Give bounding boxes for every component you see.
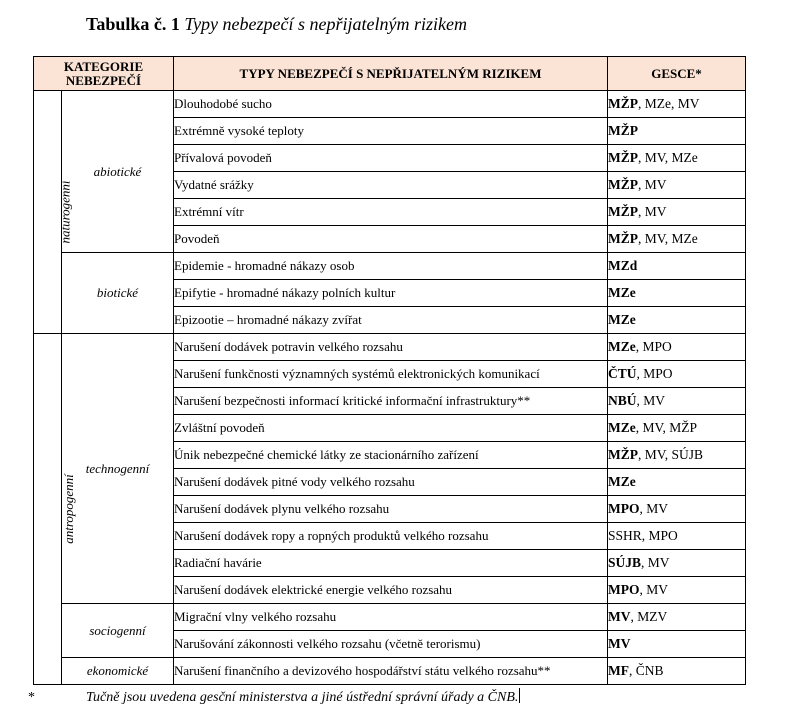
gesce-lead-authority: MV (608, 636, 631, 651)
gesce-cell (608, 442, 746, 469)
gesce-lead-authority: ČTÚ (608, 366, 637, 381)
header-types: TYPY NEBEZPEČÍ S NEPŘIJATELNÝM RIZIKEM (174, 57, 608, 91)
subcategory-cell: sociogenní (62, 604, 174, 658)
gesce-lead-authority: MV (608, 609, 631, 624)
text-cursor (519, 688, 520, 703)
gesce-other-authorities: , ČNB (629, 663, 664, 678)
gesce-lead-authority: MŽP (608, 177, 638, 192)
gesce-lead-authority: MZd (608, 258, 638, 273)
header-category-line1: KATEGORIE (63, 58, 144, 74)
subcategory-cell: ekonomické (62, 658, 174, 685)
gesce-other-authorities: , MV (639, 582, 669, 597)
hazard-type-cell: Únik nebezpečné chemické látky ze stacionárního zařízení (174, 442, 608, 469)
gesce-lead-authority: MPO (608, 582, 640, 597)
gesce-cell (608, 199, 746, 226)
hazard-type-cell: Narušení dodávek elektrické energie velkého rozsahu (174, 577, 608, 604)
header-category (34, 57, 174, 91)
gesce-other-authorities: , MZV (630, 609, 668, 624)
category-label: naturogenní (57, 180, 73, 244)
footnote-text: Tučně jsou uvedena gesční ministerstva a jiné ústřední správní úřady a ČNB. (86, 690, 519, 705)
gesce-other-authorities: , MV (638, 177, 667, 192)
footnote-marker: * (28, 690, 35, 705)
category-cell (34, 91, 73, 334)
hazard-type-cell: Epizootie – hromadné nákazy zvířat (174, 307, 608, 334)
gesce-cell (608, 118, 746, 145)
header-gesce: GESCE* (608, 57, 746, 91)
hazard-type-cell: Narušení dodávek ropy a ropných produktů velkého rozsahu (174, 523, 608, 550)
gesce-cell (608, 253, 746, 280)
hazard-type-cell: Narušení finančního a devizového hospodářství státu velkého rozsahu** (174, 658, 608, 685)
gesce-lead-authority: MPO (608, 501, 640, 516)
gesce-lead-authority: MZe (608, 285, 636, 300)
category-label: antropogenní (60, 474, 76, 544)
gesce-lead-authority: NBÚ (608, 393, 637, 408)
hazard-type-cell: Narušení bezpečnosti informací kritické informační infrastruktury** (174, 388, 608, 415)
gesce-other-authorities: , MV (639, 501, 669, 516)
gesce-other-authorities: , MV (641, 555, 670, 570)
gesce-other-authorities: , MV (638, 204, 667, 219)
gesce-lead-authority: MZe (608, 339, 636, 354)
gesce-lead-authority: MŽP (608, 96, 638, 111)
table-row (34, 253, 746, 280)
gesce-cell (608, 496, 746, 523)
header-category-line2: NEBEZPEČÍ (65, 72, 142, 88)
subcategory-cell: biotické (62, 253, 174, 334)
gesce-other-authorities: , MPO (635, 339, 672, 354)
gesce-other-authorities: , MZe, MV (638, 96, 700, 111)
gesce-other-authorities: , MPO (636, 366, 673, 381)
gesce-cell (608, 415, 746, 442)
hazard-type-cell: Vydatné srážky (174, 172, 608, 199)
gesce-cell (608, 523, 746, 550)
hazard-type-cell: Povodeň (174, 226, 608, 253)
hazard-type-cell: Narušení dodávek plynu velkého rozsahu (174, 496, 608, 523)
table-row (34, 91, 746, 118)
hazard-table (33, 56, 746, 685)
gesce-other-authorities: , MV (636, 393, 666, 408)
gesce-cell (608, 469, 746, 496)
gesce-cell (608, 280, 746, 307)
gesce-cell (608, 145, 746, 172)
gesce-cell (608, 577, 746, 604)
gesce-cell (608, 226, 746, 253)
gesce-lead-authority: MŽP (608, 231, 638, 246)
gesce-lead-authority: MŽP (608, 123, 638, 138)
gesce-cell (608, 334, 746, 361)
gesce-cell (608, 388, 746, 415)
gesce-cell (608, 658, 746, 685)
hazard-type-cell: Epidemie - hromadné nákazy osob (174, 253, 608, 280)
gesce-cell (608, 550, 746, 577)
header-row (34, 57, 746, 91)
hazard-type-cell: Radiační havárie (174, 550, 608, 577)
gesce-other-authorities: , MV, SÚJB (638, 447, 704, 462)
gesce-cell (608, 604, 746, 631)
hazard-type-cell: Migrační vlny velkého rozsahu (174, 604, 608, 631)
hazard-type-cell: Narušení dodávek potravin velkého rozsahu (174, 334, 608, 361)
gesce-other-authorities: SSHR, MPO (608, 528, 678, 543)
hazard-type-cell: Narušení funkčnosti významných systémů elektronických komunikací (174, 361, 608, 388)
gesce-lead-authority: MŽP (608, 204, 638, 219)
hazard-type-cell: Zvláštní povodeň (174, 415, 608, 442)
table-row (34, 658, 746, 685)
gesce-cell (608, 361, 746, 388)
gesce-cell (608, 307, 746, 334)
gesce-cell (608, 172, 746, 199)
gesce-cell (608, 91, 746, 118)
hazard-type-cell: Extrémně vysoké teploty (174, 118, 608, 145)
table-caption: Typy nebezpečí s nepřijatelným rizikem (184, 14, 467, 34)
hazard-type-cell: Narušení dodávek pitné vody velkého rozsahu (174, 469, 608, 496)
table-row (34, 334, 746, 361)
gesce-lead-authority: MZe (608, 312, 636, 327)
gesce-other-authorities: , MV, MŽP (635, 420, 698, 435)
gesce-lead-authority: MŽP (608, 447, 638, 462)
table-number: Tabulka č. 1 (86, 14, 180, 34)
subcategory-cell: abiotické (62, 91, 174, 253)
gesce-lead-authority: MŽP (608, 150, 638, 165)
gesce-lead-authority: MZe (608, 474, 636, 489)
footnote (28, 688, 520, 706)
gesce-other-authorities: , MV, MZe (638, 150, 698, 165)
category-cell (34, 334, 76, 685)
subcategory-cell: technogenní (62, 334, 174, 604)
gesce-lead-authority: MZe (608, 420, 636, 435)
table-row (34, 604, 746, 631)
table-title (86, 14, 467, 35)
hazard-type-cell: Přívalová povodeň (174, 145, 608, 172)
gesce-cell (608, 631, 746, 658)
gesce-lead-authority: SÚJB (608, 555, 642, 570)
table-body (34, 91, 746, 685)
hazard-type-cell: Extrémní vítr (174, 199, 608, 226)
hazard-type-cell: Dlouhodobé sucho (174, 91, 608, 118)
hazard-type-cell: Narušování zákonnosti velkého rozsahu (včetně terorismu) (174, 631, 608, 658)
hazard-type-cell: Epifytie - hromadné nákazy polních kultur (174, 280, 608, 307)
gesce-lead-authority: MF (608, 663, 629, 678)
gesce-other-authorities: , MV, MZe (638, 231, 698, 246)
